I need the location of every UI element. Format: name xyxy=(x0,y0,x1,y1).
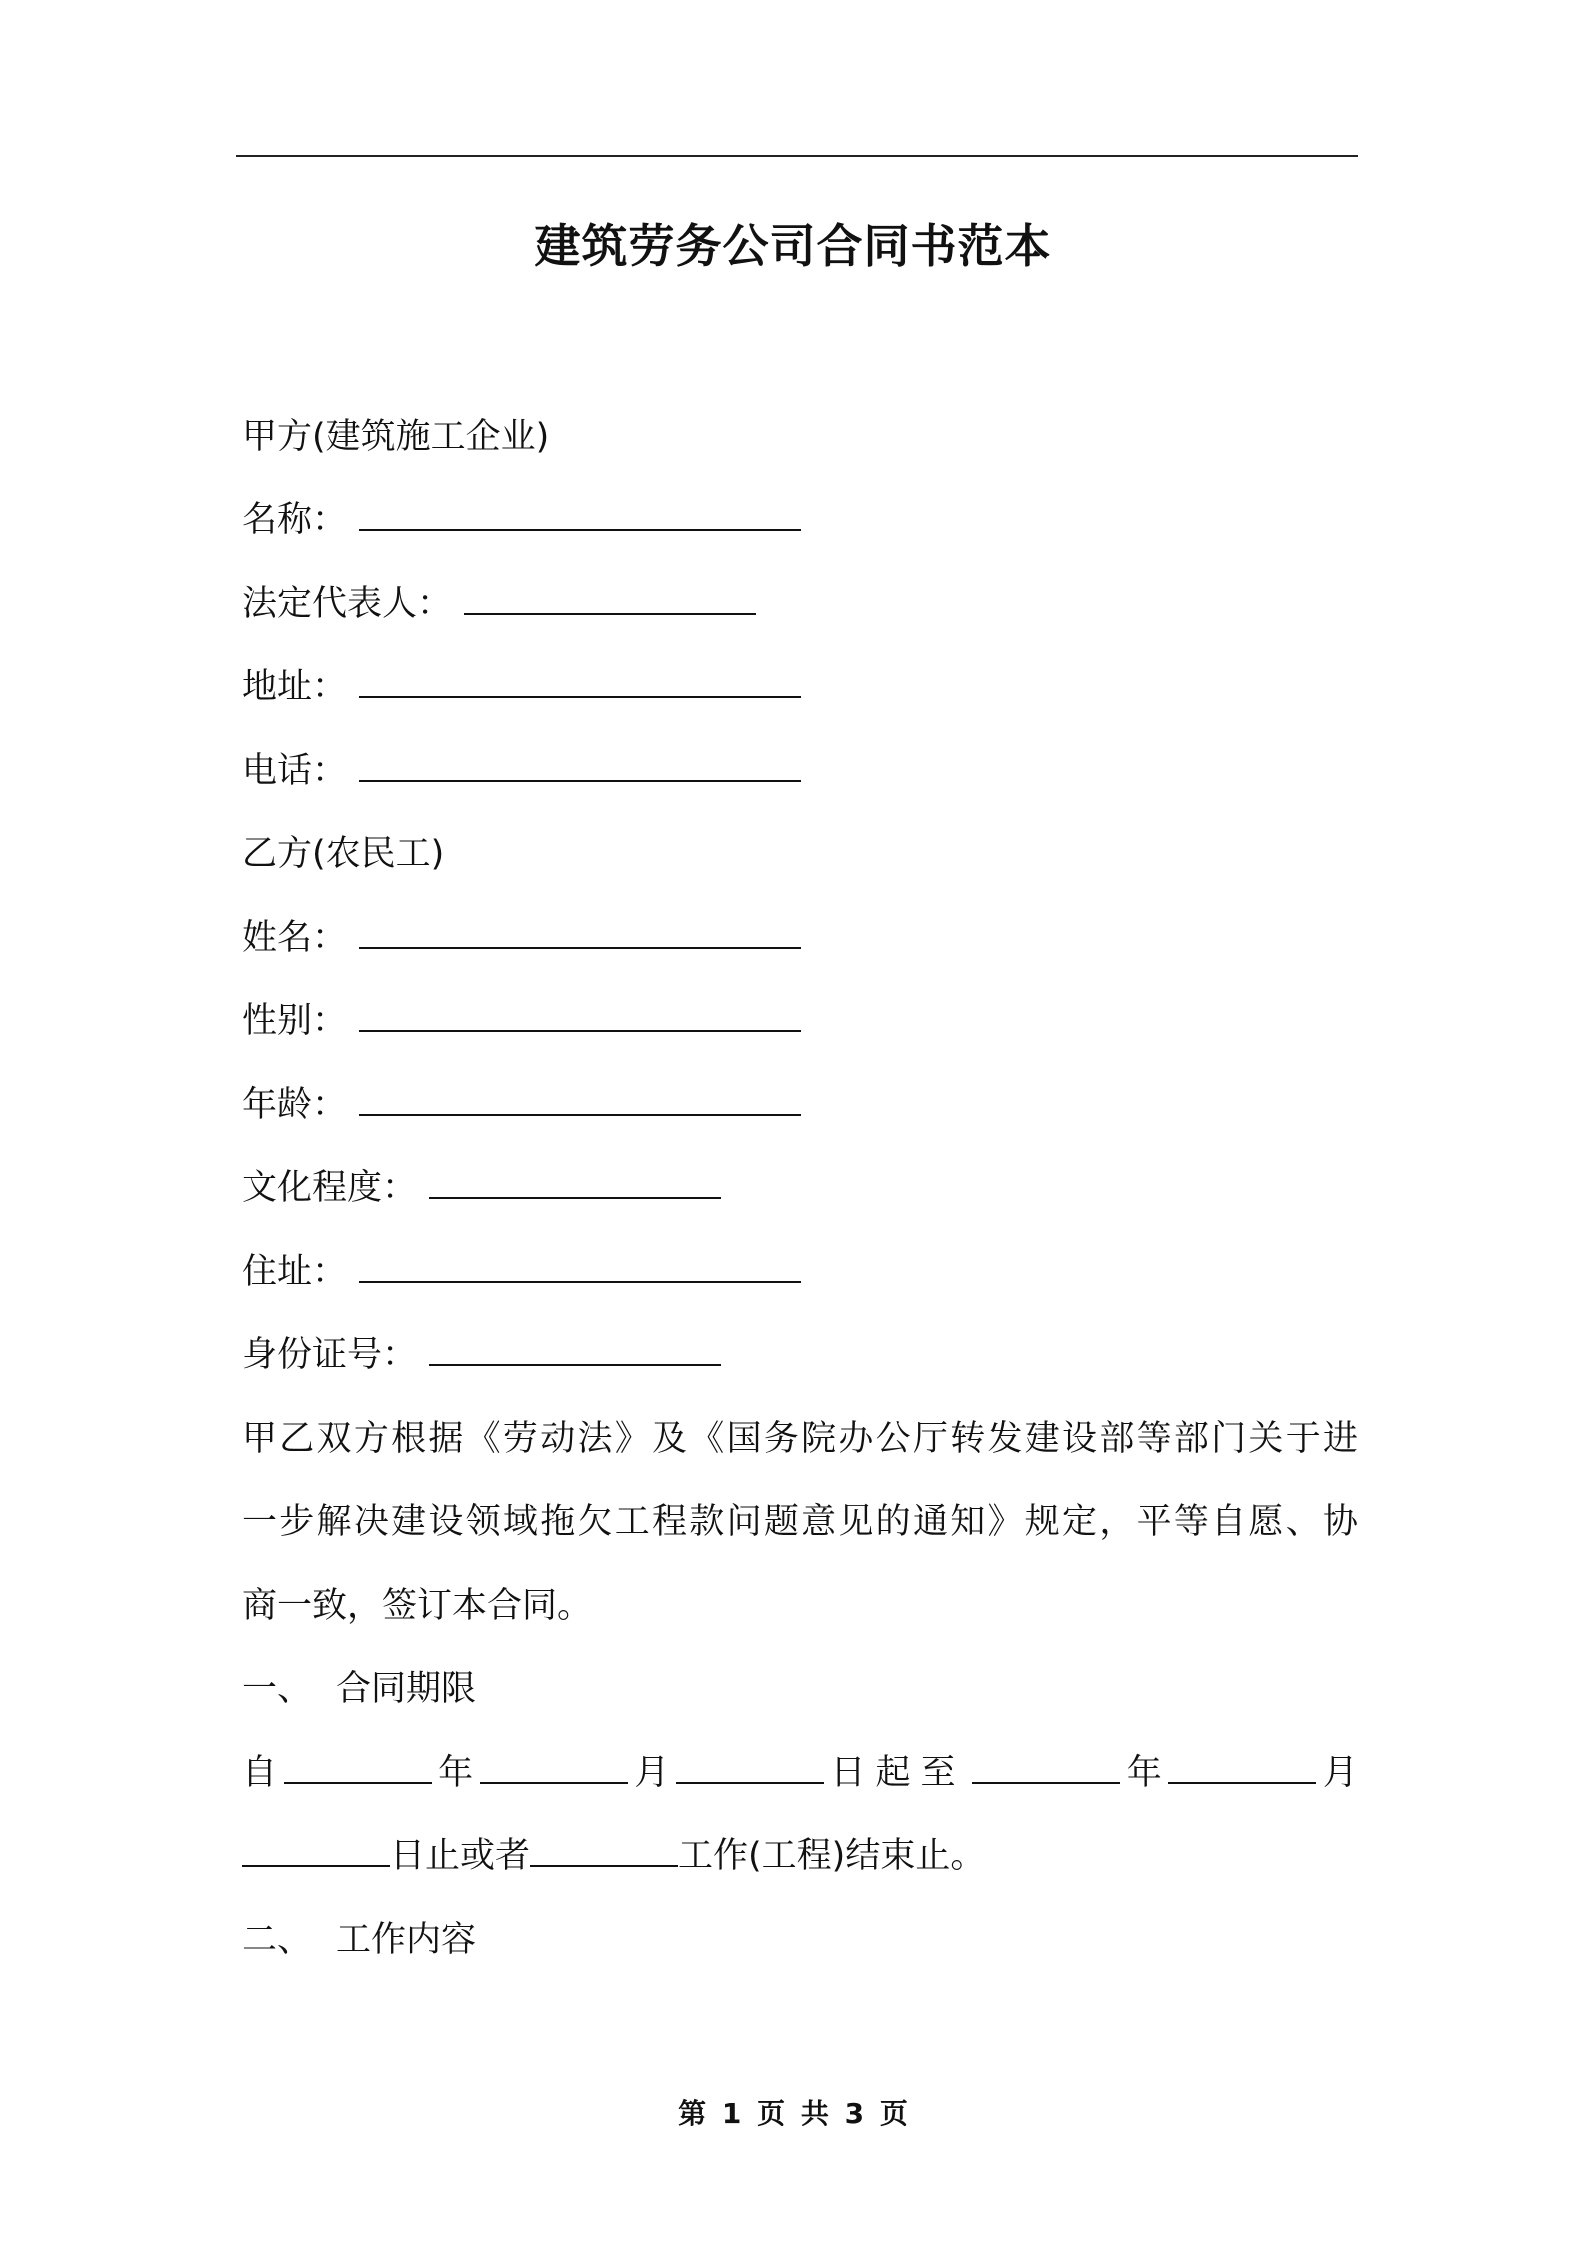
blank-line xyxy=(530,1835,678,1867)
field-label: 住址： xyxy=(242,1252,348,1292)
section-title: 合同期限 xyxy=(336,1669,477,1709)
term-year-label: 年 xyxy=(1126,1753,1162,1793)
field-label: 电话： xyxy=(242,751,348,791)
term-work-end-label: 工作(工程)结束止。 xyxy=(678,1836,986,1876)
blank-line xyxy=(242,1835,390,1867)
page-footer: 第 1 页 共 3 页 xyxy=(678,2097,908,2130)
party-a-phone-field xyxy=(242,747,1358,795)
term-month-label: 月 xyxy=(1322,1753,1358,1793)
party-a-name-field xyxy=(242,496,1358,544)
blank-line xyxy=(429,1334,721,1366)
blank-line xyxy=(359,666,801,698)
blank-line xyxy=(429,1167,721,1199)
section-2-heading xyxy=(242,1916,476,1964)
section-number: 一、 xyxy=(242,1669,313,1709)
intro-paragraph-line-1: 甲乙双方根据《劳动法》及《国务院办公厅转发建设部等部门关于进 xyxy=(242,1419,1358,1459)
field-label: 年龄： xyxy=(242,1085,348,1125)
field-label: 名称： xyxy=(242,500,348,540)
party-b-residence-field xyxy=(242,1248,1358,1296)
blank-line xyxy=(359,1084,801,1116)
section-1-heading xyxy=(242,1665,476,1713)
party-b-education-field xyxy=(242,1164,1358,1212)
party-b-id-number-field xyxy=(242,1331,1358,1379)
blank-line xyxy=(359,750,801,782)
field-label: 身份证号： xyxy=(242,1335,418,1375)
term-day-end-label: 日止或者 xyxy=(390,1836,531,1876)
blank-line xyxy=(480,1752,628,1784)
party-b-heading: 乙方(农民工) xyxy=(242,834,445,874)
section-number: 二、 xyxy=(242,1920,313,1960)
party-a-heading: 甲方(建筑施工企业) xyxy=(242,417,550,457)
field-label: 法定代表人： xyxy=(242,584,453,624)
document-title: 建筑劳务公司合同书范本 xyxy=(534,219,1052,273)
contract-term-end-line xyxy=(242,1832,1358,1880)
blank-line xyxy=(676,1752,824,1784)
blank-line xyxy=(1168,1752,1316,1784)
party-b-gender-field xyxy=(242,997,1358,1045)
term-month-label: 月 xyxy=(634,1753,670,1793)
blank-line xyxy=(284,1752,432,1784)
field-label: 文化程度： xyxy=(242,1168,418,1208)
term-year-label: 年 xyxy=(438,1753,474,1793)
blank-line xyxy=(359,917,801,949)
term-day-start-label: 日起至 xyxy=(830,1753,966,1793)
blank-line xyxy=(359,1251,801,1283)
term-from-label: 自 xyxy=(242,1753,278,1793)
blank-line xyxy=(359,499,801,531)
party-b-age-field xyxy=(242,1081,1358,1129)
intro-paragraph-line-2: 一步解决建设领域拖欠工程款问题意见的通知》规定，平等自愿、协 xyxy=(242,1502,1358,1542)
blank-line xyxy=(464,583,756,615)
field-label: 性别： xyxy=(242,1001,348,1041)
blank-line xyxy=(359,1000,801,1032)
contract-term-line xyxy=(242,1749,1358,1797)
party-b-name-field xyxy=(242,914,1358,962)
blank-line xyxy=(972,1752,1120,1784)
intro-paragraph-line-3: 商一致，签订本合同。 xyxy=(242,1586,593,1626)
party-a-address-field xyxy=(242,663,1358,711)
section-title: 工作内容 xyxy=(336,1920,477,1960)
field-label: 地址： xyxy=(242,667,348,707)
field-label: 姓名： xyxy=(242,918,348,958)
header-rule xyxy=(236,155,1358,157)
party-a-legal-rep-field xyxy=(242,580,1358,628)
